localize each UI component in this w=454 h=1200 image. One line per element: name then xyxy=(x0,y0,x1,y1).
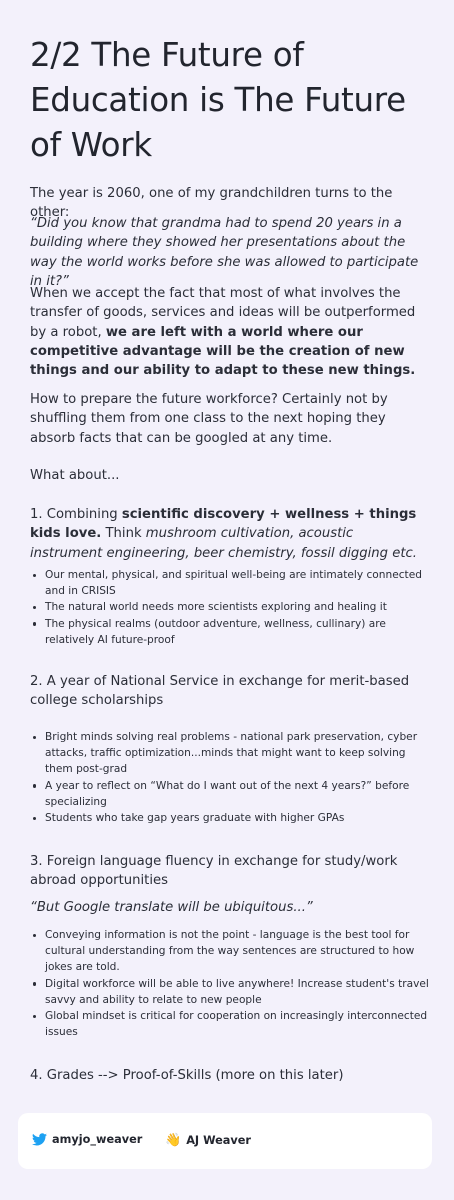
article-title: 2/2 The Future of Education is The Future of Work xyxy=(30,36,406,164)
item-1-title xyxy=(30,505,426,563)
twitter-bird-icon xyxy=(32,1133,47,1146)
list-item: A year to reflect on “What do I want out of the next 4 years?” before specializing xyxy=(45,778,435,810)
intro-paragraph: The year is 2060, one of my grandchildren turns to the other: xyxy=(30,186,393,221)
list-item: Students who take gap years graduate with higher GPAs xyxy=(45,810,435,826)
item-1-bold: scientific discovery + wellness + things kids love. xyxy=(30,507,417,542)
robot-paragraph-text: When we accept the fact that most of what involves the transfer of goods, services and ideas will be outperformed by a robot, xyxy=(30,286,416,340)
list-item: Digital workforce will be able to live anywhere! Increase student's travel savvy and ability to relate to new people xyxy=(45,976,435,1008)
item-1-examples: mushroom cultivation, acoustic instrument engineering, beer chemistry, fossil digging etc. xyxy=(30,526,417,561)
item-3-quote: “But Google translate will be ubiquitous...” xyxy=(30,900,313,915)
robot-paragraph-emphasis: we are left with a world where our competitive advantage will be the creation of new things and our ability to adapt to these new things. xyxy=(30,324,416,379)
item-2-bullets xyxy=(30,729,435,826)
item-2-title: 2. A year of National Service in exchange for merit-based college scholarships xyxy=(30,674,410,709)
list-item: The natural world needs more scientists exploring and healing it xyxy=(45,599,435,615)
robot-paragraph xyxy=(30,284,426,380)
waving-hand-icon: 👋 xyxy=(165,1133,182,1148)
item-3-bullets xyxy=(30,927,435,1040)
twitter-handle[interactable] xyxy=(32,1133,142,1146)
author-name xyxy=(165,1133,251,1148)
twitter-handle-text: amyjo_weaver xyxy=(52,1133,143,1146)
what-about-label: What about... xyxy=(30,468,120,483)
item-1-prefix: 1. Combining xyxy=(30,507,122,522)
author-name-text: AJ Weaver xyxy=(186,1134,252,1147)
quote-paragraph: “Did you know that grandma had to spend 20 years in a building where they showed her presentations about the way the world works before she was allowed to participate in it?” xyxy=(30,216,419,289)
item-1-bullets xyxy=(30,567,435,648)
workforce-paragraph: How to prepare the future workforce? Certainly not by shuffling them from one class to the next hoping they absorb facts that can be googled at any time. xyxy=(30,392,388,446)
item-1-think: Think xyxy=(101,526,146,542)
list-item: Conveying information is not the point - language is the best tool for cultural understanding from the way sentences are structured to how jokes are told. xyxy=(45,927,435,976)
item-3-title: 3. Foreign language fluency in exchange for study/work abroad opportunities xyxy=(30,854,398,889)
list-item: Our mental, physical, and spiritual well-being are intimately connected and in CRISIS xyxy=(45,567,435,599)
author-footer xyxy=(18,1113,432,1169)
list-item: The physical realms (outdoor adventure, wellness, cullinary) are relatively AI future-proof xyxy=(45,616,435,648)
item-4-title: 4. Grades --> Proof-of-Skills (more on this later) xyxy=(30,1068,344,1083)
list-item: Bright minds solving real problems - national park preservation, cyber attacks, traffic optimization...minds that might want to keep solving them post-grad xyxy=(45,729,435,778)
list-item: Global mindset is critical for cooperation on increasingly interconnected issues xyxy=(45,1008,435,1040)
